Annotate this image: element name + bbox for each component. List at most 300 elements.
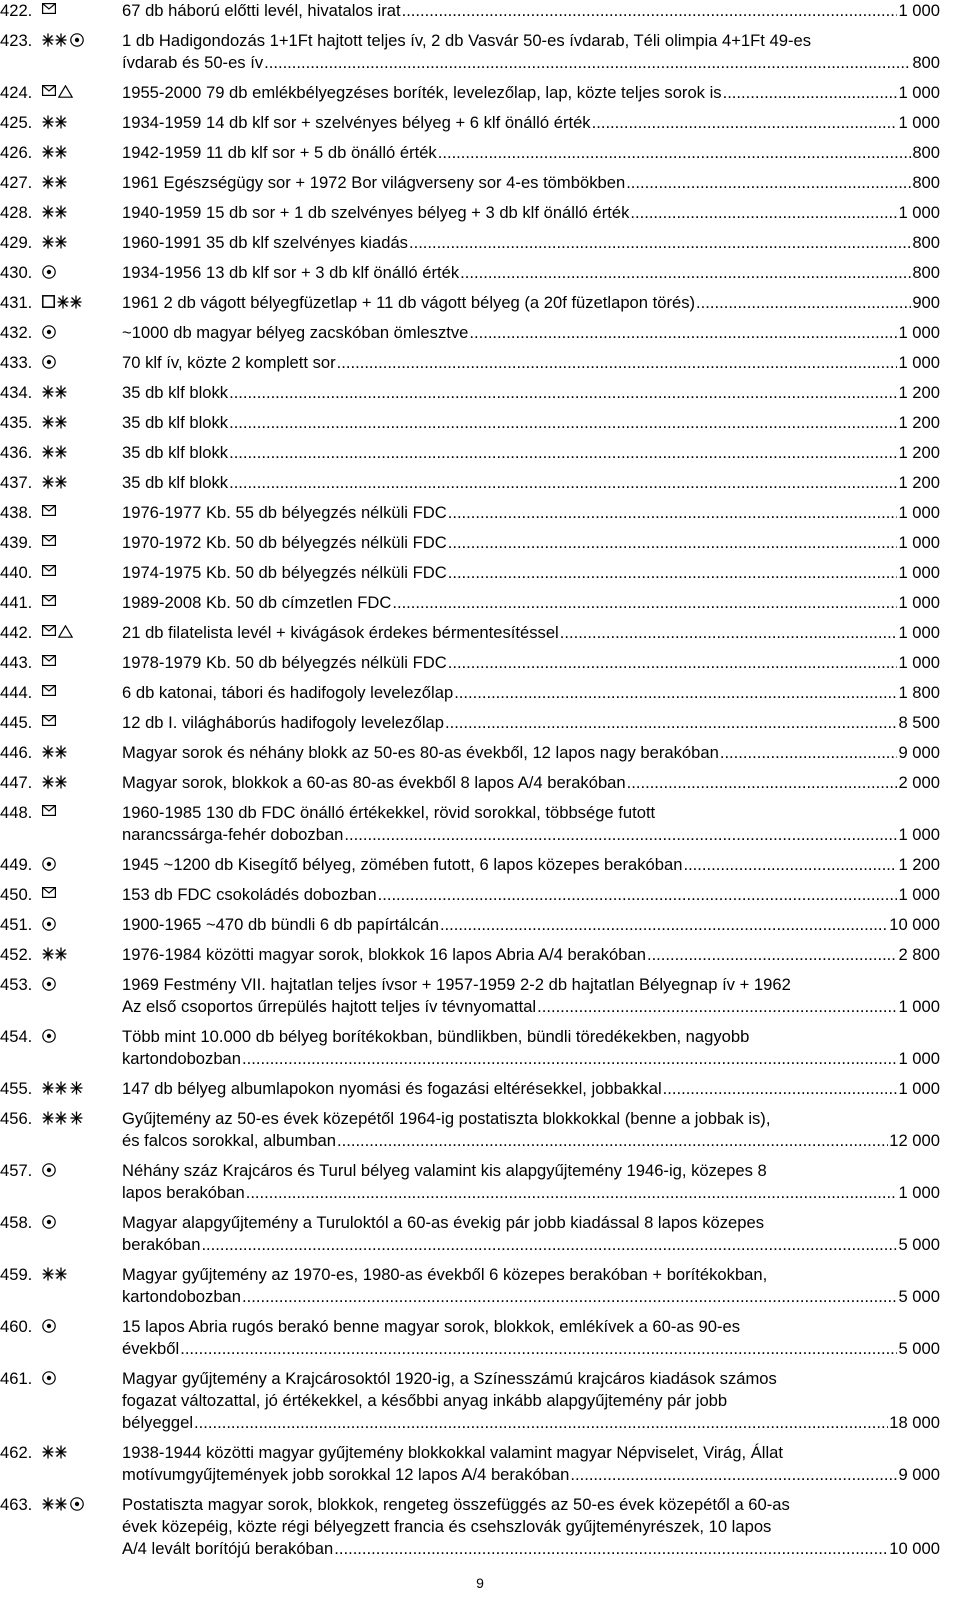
lot-condition-icons (42, 262, 122, 284)
lot-price: 2 800 (898, 945, 940, 964)
lot-description (122, 352, 940, 374)
lot-description-text: 70 klf ív, közte 2 komplett sor (122, 353, 336, 372)
lot-price: 1 000 (898, 1183, 940, 1202)
lot-price: 1 000 (898, 503, 940, 522)
lot-number: 434. (0, 383, 33, 402)
lot-price: 1 000 (898, 203, 940, 222)
lot-description-text: 1969 Festmény VII. hajtatlan teljes ívsor + 1957-1959 2-2 db hajtatlan Bélyegnap ív + 1962 (122, 975, 791, 994)
hinged-icon (70, 1079, 85, 1098)
lot-description-text: 1960-1991 35 db klf szelvényes kiadás (122, 233, 408, 252)
lot-row (0, 412, 960, 434)
lot-description-text: 67 db háború előtti levél, hivatalos irat (122, 1, 401, 20)
lot-condition-icons (42, 202, 122, 224)
cover-icon (42, 593, 58, 612)
lot-number: 458. (0, 1213, 33, 1232)
lot-price: 800 (912, 263, 940, 282)
lot-description-line (122, 742, 940, 764)
lot-condition-icons (42, 1078, 122, 1100)
lot-row (0, 1264, 960, 1308)
lot-number: 444. (0, 683, 33, 702)
lot-price: 9 000 (898, 1465, 940, 1484)
lot-row (0, 1078, 960, 1100)
lot-condition-icons (42, 322, 122, 344)
lot-condition-icons (42, 974, 122, 996)
cover-icon (42, 623, 58, 642)
lot-row (0, 322, 960, 344)
lot-description-line (122, 1130, 940, 1152)
lot-description-line (122, 262, 940, 284)
lot-description-text: Magyar gyűjtemény a Krajcárosoktól 1920-ig, a Színesszámú krajcáros kiadások számos (122, 1369, 777, 1388)
lot-price: 12 000 (889, 1131, 940, 1150)
lot-description-line (122, 622, 940, 644)
lot-description-text: 35 db klf blokk (122, 383, 229, 402)
lot-description-text: motívumgyűjtemények jobb sorokkal 12 lapos A/4 berakóban (122, 1465, 570, 1484)
lot-price: 9 000 (898, 743, 940, 762)
lot-description-text: 1934-1959 14 db klf sor + szelvényes bélyeg + 6 klf önálló érték (122, 113, 591, 132)
used-icon (42, 353, 58, 372)
lot-description-text: ~1000 db magyar bélyeg zacskóban ömlesztve (122, 323, 469, 342)
page-number: 9 (476, 1575, 484, 1591)
lot-price: 1 000 (898, 353, 940, 372)
lot-row (0, 502, 960, 524)
lot-price: 18 000 (889, 1413, 940, 1432)
lot-description (122, 1212, 940, 1256)
lot-description-text: 1955-2000 79 db emlékbélyegzéses boríték, levelezőlap, lap, közte teljes sorok is (122, 83, 722, 102)
lot-description-text: 1989-2008 Kb. 50 db címzetlen FDC (122, 593, 392, 612)
lot-description-text: 1974-1975 Kb. 50 db bélyegzés nélküli FDC (122, 563, 447, 582)
lot-price: 1 200 (898, 383, 940, 402)
lot-description-text: 1970-1972 Kb. 50 db bélyegzés nélküli FDC (122, 533, 447, 552)
lot-description-line (122, 472, 940, 494)
lot-number: 450. (0, 885, 33, 904)
lot-description-text: fogazat változattal, jó értékekkel, a későbbi anyag inkább alapgyűjtemény pár jobb (122, 1391, 728, 1410)
lot-description-line (122, 442, 940, 464)
hinged-icon (70, 1109, 85, 1128)
lot-price: 2 000 (898, 773, 940, 792)
lot-description-text: bélyeggel (122, 1413, 194, 1432)
lot-description-line (122, 1234, 940, 1256)
mint-icon (42, 31, 70, 50)
lot-price: 1 000 (898, 1049, 940, 1068)
lot-row (0, 292, 960, 314)
lot-description-text: 147 db bélyeg albumlapokon nyomási és fogazási eltérésekkel, jobbakkal (122, 1079, 662, 1098)
lot-description (122, 412, 940, 434)
lot-description (122, 112, 940, 134)
lot-description-line (122, 382, 940, 404)
cover-icon (42, 683, 58, 702)
lot-description (122, 172, 940, 194)
lot-row (0, 172, 960, 194)
lot-description-line (122, 1390, 940, 1412)
lot-condition-icons (42, 292, 122, 314)
lot-price: 5 000 (898, 1235, 940, 1254)
cover-icon (42, 563, 58, 582)
lot-description-line (122, 292, 940, 314)
lot-description (122, 802, 940, 846)
lot-description-text: Magyar gyűjtemény az 1970-es, 1980-as évekből 6 közepes berakóban + borítékokban, (122, 1265, 768, 1284)
lot-description-text: évek közepéig, közte régi bélyegzett francia és csehszlovák gyűjteményrészek, 10 lapos (122, 1517, 772, 1536)
lot-description-text: kartondobozban (122, 1049, 242, 1068)
lot-number: 459. (0, 1265, 33, 1284)
lot-price: 1 800 (898, 683, 940, 702)
lot-description-text: 1961 Egészségügy sor + 1972 Bor világverseny sor 4-es tömbökben (122, 173, 626, 192)
lot-description-text: 35 db klf blokk (122, 413, 229, 432)
triangle-icon (58, 83, 75, 102)
lot-description (122, 914, 940, 936)
lot-condition-icons (42, 1494, 122, 1516)
lot-description-line (122, 1338, 940, 1360)
lot-description-text: 6 db katonai, tábori és hadifogoly levelezőlap (122, 683, 454, 702)
lot-description-line (122, 82, 940, 104)
lot-description-line (122, 1516, 940, 1538)
lot-description-line (122, 772, 940, 794)
lot-description-line (122, 30, 940, 52)
lot-description-line (122, 322, 940, 344)
lot-condition-icons (42, 232, 122, 254)
lot-number: 439. (0, 533, 33, 552)
lot-description-line (122, 412, 940, 434)
lot-description-line (122, 802, 940, 824)
lot-number: 432. (0, 323, 33, 342)
lot-description (122, 232, 940, 254)
lot-number: 454. (0, 1027, 33, 1046)
lot-number: 440. (0, 563, 33, 582)
lot-description-line (122, 142, 940, 164)
lot-price: 800 (912, 53, 940, 72)
lot-number: 431. (0, 293, 33, 312)
lot-description (122, 742, 940, 764)
lot-price: 10 000 (889, 1539, 940, 1558)
lot-description-line (122, 1538, 940, 1560)
lot-description-text: A/4 levált borítójú berakóban (122, 1539, 334, 1558)
mint-icon (42, 143, 70, 162)
lot-description (122, 592, 940, 614)
lot-number: 433. (0, 353, 33, 372)
lot-row (0, 914, 960, 936)
lot-number: 425. (0, 113, 33, 132)
lot-description (122, 1026, 940, 1070)
used-icon (70, 1495, 86, 1514)
lot-condition-icons (42, 112, 122, 134)
lot-description-text: 1961 2 db vágott bélyegfüzetlap + 11 db vágott bélyeg (a 20f füzetlapon törés) (122, 293, 696, 312)
mint-icon (42, 443, 70, 462)
lot-description-line (122, 202, 940, 224)
lot-description-line (122, 532, 940, 554)
lot-price: 1 200 (898, 855, 940, 874)
lot-row (0, 112, 960, 134)
cover-icon (42, 713, 58, 732)
lot-row (0, 884, 960, 906)
mint-icon (42, 1265, 70, 1284)
lot-description (122, 1494, 940, 1560)
mint-icon (42, 1109, 70, 1128)
lot-number: 424. (0, 83, 33, 102)
lot-description (122, 1264, 940, 1308)
lot-condition-icons (42, 352, 122, 374)
lot-price: 1 000 (898, 997, 940, 1016)
lot-row (0, 352, 960, 374)
lot-row (0, 30, 960, 74)
lot-description-line (122, 172, 940, 194)
lot-description (122, 1368, 940, 1434)
lot-number: 460. (0, 1317, 33, 1336)
lot-row (0, 0, 960, 22)
lot-description (122, 854, 940, 876)
lot-number: 457. (0, 1161, 33, 1180)
lot-number: 461. (0, 1369, 33, 1388)
lot-description-line (122, 1368, 940, 1390)
lot-price: 1 000 (898, 323, 940, 342)
lot-description (122, 292, 940, 314)
lot-description (122, 202, 940, 224)
lot-description-text: Gyűjtemény az 50-es évek közepétől 1964-ig postatiszta blokkokkal (benne a jobbak is), (122, 1109, 771, 1128)
lot-number: 456. (0, 1109, 33, 1128)
used-icon (42, 1027, 58, 1046)
lot-description-text: 1 db Hadigondozás 1+1Ft hajtott teljes ív, 2 db Vasvár 50-es ívdarab, Téli olimpia 4+1Ft 49-es (122, 31, 812, 50)
used-icon (42, 915, 58, 934)
lot-number: 429. (0, 233, 33, 252)
lot-number: 449. (0, 855, 33, 874)
lot-price: 1 000 (898, 593, 940, 612)
lot-description (122, 442, 940, 464)
lot-number: 426. (0, 143, 33, 162)
cover-icon (42, 1, 58, 20)
mint-icon (42, 383, 70, 402)
lot-description-text: Postatiszta magyar sorok, blokkok, rengeteg összefüggés az 50-es évek közepétől a 60-as (122, 1495, 790, 1514)
lot-description-line (122, 914, 940, 936)
lot-price: 1 200 (898, 473, 940, 492)
lot-description (122, 884, 940, 906)
lot-description (122, 1078, 940, 1100)
lot-price: 1 000 (898, 83, 940, 102)
lot-description-text: 1945 ~1200 db Kisegítő bélyeg, zömében futott, 6 lapos közepes berakóban (122, 855, 683, 874)
lot-row (0, 442, 960, 464)
lot-description-line (122, 1442, 940, 1464)
lot-description-line (122, 884, 940, 906)
lot-description-text: Néhány száz Krajcáros és Turul bélyeg valamint kis alapgyűjtemény 1946-ig, közepes 8 (122, 1161, 767, 1180)
used-icon (42, 1317, 58, 1336)
lot-description (122, 82, 940, 104)
lot-row (0, 202, 960, 224)
lot-description (122, 622, 940, 644)
lot-description-line (122, 1286, 940, 1308)
lot-description-text: 1938-1944 közötti magyar gyűjtemény blokkokkal valamint magyar Népviselet, Virág, Állat (122, 1443, 784, 1462)
lot-description-line (122, 1464, 940, 1486)
lot-condition-icons (42, 562, 122, 584)
lot-description-line (122, 52, 940, 74)
lot-description (122, 1316, 940, 1360)
lot-number: 438. (0, 503, 33, 522)
lot-number: 428. (0, 203, 33, 222)
lot-description-text: 1942-1959 11 db klf sor + 5 db önálló érték (122, 143, 437, 162)
lot-row (0, 712, 960, 734)
lot-description-line (122, 1048, 940, 1070)
lot-description-line (122, 112, 940, 134)
lot-price: 8 500 (898, 713, 940, 732)
lot-description-text: narancssárga-fehér dobozban (122, 825, 344, 844)
mint-icon (42, 473, 70, 492)
lot-number: 447. (0, 773, 33, 792)
mint-icon (42, 743, 70, 762)
lot-number: 451. (0, 915, 33, 934)
lot-description-text: 1978-1979 Kb. 50 db bélyegzés nélküli FDC (122, 653, 447, 672)
used-icon (42, 1161, 58, 1180)
mint-icon (42, 113, 70, 132)
used-icon (42, 1369, 58, 1388)
lot-row (0, 472, 960, 494)
lot-description-line (122, 944, 940, 966)
lot-condition-icons (42, 712, 122, 734)
used-icon (42, 975, 58, 994)
mint-icon (42, 1443, 70, 1462)
lot-number: 455. (0, 1079, 33, 1098)
cover-icon (42, 533, 58, 552)
lot-description-text: 12 db I. világháborús hadifogoly levelezőlap (122, 713, 444, 732)
lot-price: 1 000 (898, 113, 940, 132)
lot-description-text: Magyar alapgyűjtemény a Turuloktól a 60-as évekig pár jobb kiadással 8 lapos közepes (122, 1213, 764, 1232)
lot-row (0, 1212, 960, 1256)
lot-description-line (122, 974, 940, 996)
lot-row (0, 772, 960, 794)
lot-description-text: Magyar sorok, blokkok a 60-as 80-as évekből 8 lapos A/4 berakóban (122, 773, 626, 792)
lot-description-line (122, 1494, 940, 1516)
lot-description-text: Magyar sorok és néhány blokk az 50-es 80-as évekből, 12 lapos nagy berakóban (122, 743, 719, 762)
lot-price: 1 000 (898, 653, 940, 672)
lot-condition-icons (42, 592, 122, 614)
lot-number: 430. (0, 263, 33, 282)
lot-condition-icons (42, 1108, 122, 1130)
lot-condition-icons (42, 142, 122, 164)
lot-description (122, 712, 940, 734)
lot-description-text: Több mint 10.000 db bélyeg borítékokban, bündlikben, bündli töredékekben, nagyobb (122, 1027, 750, 1046)
lot-description-text: 153 db FDC csokoládés dobozban (122, 885, 377, 904)
lot-condition-icons (42, 412, 122, 434)
lot-description (122, 652, 940, 674)
lot-price: 800 (912, 233, 940, 252)
lot-row (0, 802, 960, 846)
lot-row (0, 1108, 960, 1152)
lot-row (0, 382, 960, 404)
mint-icon (42, 173, 70, 192)
lot-number: 452. (0, 945, 33, 964)
lot-row (0, 142, 960, 164)
lot-description (122, 502, 940, 524)
lot-number: 462. (0, 1443, 33, 1462)
lot-description-text: lapos berakóban (122, 1183, 245, 1202)
lot-description (122, 262, 940, 284)
lot-price: 1 000 (898, 885, 940, 904)
lot-description-line (122, 1264, 940, 1286)
lot-condition-icons (42, 1368, 122, 1390)
lot-price: 1 200 (898, 443, 940, 462)
lot-row (0, 742, 960, 764)
lot-condition-icons (42, 502, 122, 524)
lot-number: 441. (0, 593, 33, 612)
lot-description (122, 322, 940, 344)
lot-row (0, 1160, 960, 1204)
lot-number: 453. (0, 975, 33, 994)
lot-condition-icons (42, 622, 122, 644)
lot-description-text: 1900-1965 ~470 db bündli 6 db papírtálcán (122, 915, 439, 934)
lot-condition-icons (42, 944, 122, 966)
lot-number: 443. (0, 653, 33, 672)
lot-description (122, 472, 940, 494)
lot-description-line (122, 1182, 940, 1204)
lot-number: 463. (0, 1495, 33, 1514)
lot-condition-icons (42, 0, 122, 22)
lot-row (0, 1442, 960, 1486)
lot-description-text: és falcos sorokkal, albumban (122, 1131, 336, 1150)
lot-description-text: 1976-1984 közötti magyar sorok, blokkok 16 lapos Abria A/4 berakóban (122, 945, 646, 964)
lot-condition-icons (42, 802, 122, 824)
lot-description-line (122, 1078, 940, 1100)
lot-condition-icons (42, 472, 122, 494)
lot-row (0, 854, 960, 876)
lot-price: 1 000 (898, 825, 940, 844)
lot-description-line (122, 1412, 940, 1434)
lot-row (0, 532, 960, 554)
lot-condition-icons (42, 382, 122, 404)
mint-icon (42, 1079, 70, 1098)
lot-description (122, 382, 940, 404)
lot-description-line (122, 562, 940, 584)
lot-row (0, 652, 960, 674)
lot-condition-icons (42, 652, 122, 674)
lot-condition-icons (42, 884, 122, 906)
used-icon (70, 31, 86, 50)
lot-description-line (122, 824, 940, 846)
lot-description-text: berakóban (122, 1235, 201, 1254)
cover-icon (42, 803, 58, 822)
lot-description-text: 1976-1977 Kb. 55 db bélyegzés nélküli FDC (122, 503, 447, 522)
lot-price: 1 000 (898, 563, 940, 582)
used-icon (42, 323, 58, 342)
lot-description (122, 142, 940, 164)
cover-icon (42, 653, 58, 672)
cover-icon (42, 503, 58, 522)
lot-number: 448. (0, 803, 33, 822)
lot-description-line (122, 502, 940, 524)
cover-icon (42, 83, 58, 102)
lot-condition-icons (42, 442, 122, 464)
lot-price: 1 000 (898, 623, 940, 642)
lot-description-text: ívdarab és 50-es ív (122, 53, 264, 72)
lot-condition-icons (42, 82, 122, 104)
lot-row (0, 592, 960, 614)
lot-description-line (122, 1026, 940, 1048)
lot-description-text: 15 lapos Abria rugós berakó benne magyar sorok, blokkok, emlékívek a 60-as 90-es (122, 1317, 740, 1336)
lot-row (0, 622, 960, 644)
lot-row (0, 232, 960, 254)
lot-description (122, 0, 940, 22)
lot-description-line (122, 232, 940, 254)
lot-description-line (122, 712, 940, 734)
lot-number: 436. (0, 443, 33, 462)
lot-price: 900 (912, 293, 940, 312)
lot-condition-icons (42, 1026, 122, 1048)
lot-row (0, 944, 960, 966)
lot-description (122, 1108, 940, 1152)
lot-price: 5 000 (898, 1339, 940, 1358)
cover-icon (42, 885, 58, 904)
used-icon (42, 1213, 58, 1232)
lot-condition-icons (42, 532, 122, 554)
lot-price: 1 000 (898, 1, 940, 20)
lot-condition-icons (42, 914, 122, 936)
mint-icon (42, 945, 70, 964)
lot-row (0, 1368, 960, 1434)
lot-condition-icons (42, 1264, 122, 1286)
